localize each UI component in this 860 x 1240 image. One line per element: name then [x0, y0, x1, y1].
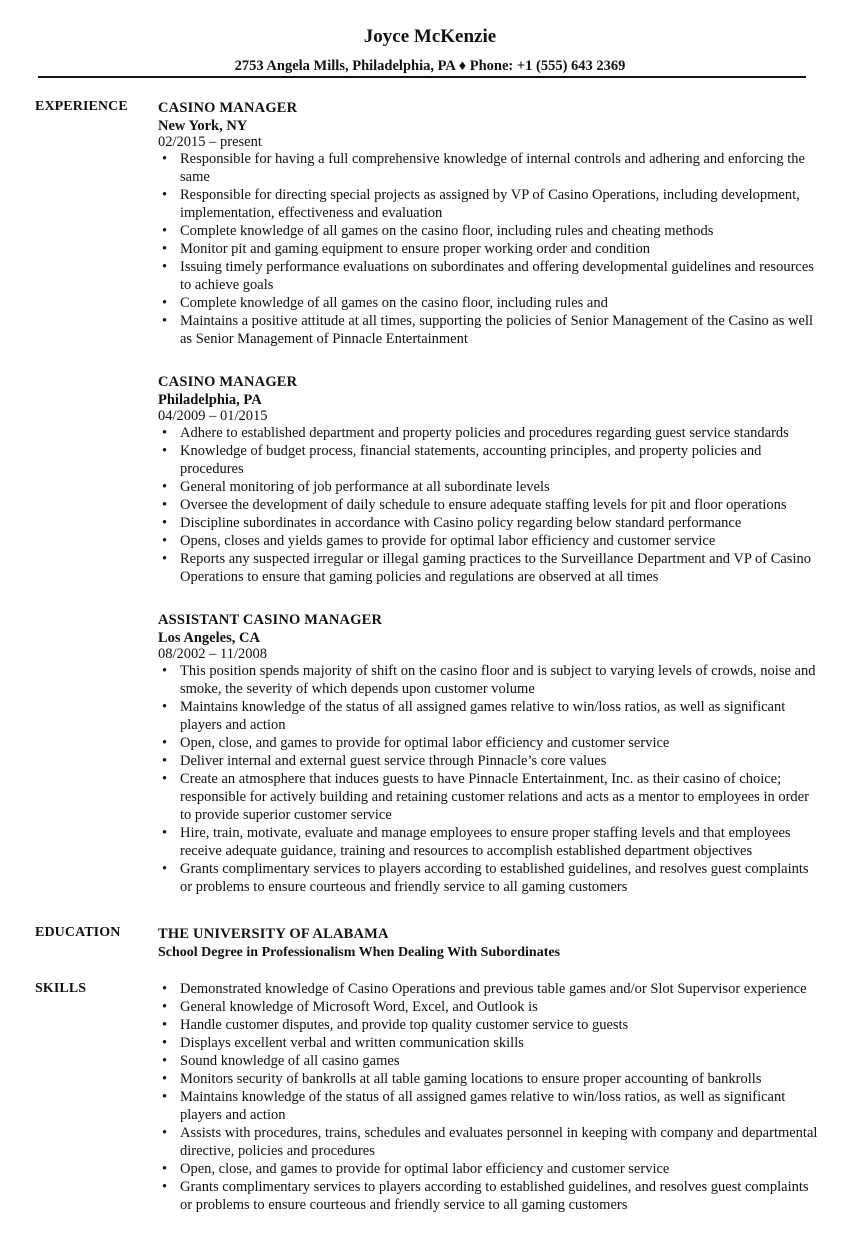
- list-item: • Grants complimentary services to players according to established guidelines, and resolves guest complaints or problems to ensure courteous and friendly service to all gaming customers: [158, 1178, 820, 1214]
- list-item: • Maintains knowledge of the status of all assigned games relative to win/loss ratios, as well as significant players and action: [158, 698, 820, 734]
- job-dates: 02/2015 – present: [158, 134, 262, 150]
- list-item: • Open, close, and games to provide for optimal labor efficiency and customer service: [158, 734, 820, 752]
- list-item: • Adhere to established department and property policies and procedures regarding guest service standards: [158, 424, 820, 442]
- job-duties-list: [158, 150, 818, 348]
- list-item: • Demonstrated knowledge of Casino Operations and previous table games and/or Slot Supervisor experience: [158, 980, 820, 998]
- list-item: • General monitoring of job performance at all subordinate levels: [158, 478, 820, 496]
- list-item: • Monitor pit and gaming equipment to ensure proper working order and condition: [158, 240, 820, 258]
- list-item: • Complete knowledge of all games on the casino floor, including rules and: [158, 294, 820, 312]
- list-item: • This position spends majority of shift on the casino floor and is subject to varying levels of crowds, noise and smoke, the severity of which depends upon customer volume: [158, 662, 820, 698]
- list-item: • Displays excellent verbal and written communication skills: [158, 1034, 820, 1052]
- job-location: Los Angeles, CA: [158, 630, 260, 646]
- list-item: • Discipline subordinates in accordance with Casino policy regarding below standard performance: [158, 514, 820, 532]
- job-entry: [158, 611, 818, 896]
- list-item: • Issuing timely performance evaluations on subordinates and offering developmental guidelines and resources to achieve goals: [158, 258, 820, 294]
- list-item: • General knowledge of Microsoft Word, Excel, and Outlook is: [158, 998, 820, 1016]
- list-item: • Responsible for directing special projects as assigned by VP of Casino Operations, including development, implementation, effectiveness and evaluation: [158, 186, 820, 222]
- list-item: • Knowledge of budget process, financial statements, accounting principles, and property policies and procedures: [158, 442, 820, 478]
- list-item: • Create an atmosphere that induces guests to have Pinnacle Entertainment, Inc. as their casino of choice; responsible for actively building and retaining customer relations and acts as a mentor to employees in order to provide superior customer service: [158, 770, 820, 824]
- list-item: • Handle customer disputes, and provide top quality customer service to guests: [158, 1016, 820, 1034]
- list-item: • Hire, train, motivate, evaluate and manage employees to ensure proper staffing levels and that employees receive adequate guidance, training and resources to accomplish established department objectives: [158, 824, 820, 860]
- list-item: • Maintains knowledge of the status of all assigned games relative to win/loss ratios, as well as significant players and action: [158, 1088, 820, 1124]
- list-item: • Open, close, and games to provide for optimal labor efficiency and customer service: [158, 1160, 820, 1178]
- education-entry: [158, 925, 818, 963]
- contact-line: 2753 Angela Mills, Philadelphia, PA ♦ Phone: +1 (555) 643 2369: [234, 58, 626, 74]
- skills-entry: [158, 980, 818, 1214]
- list-item: • Maintains a positive attitude at all times, supporting the policies of Senior Management of the Casino as well as Senior Management of Pinnacle Entertainment: [158, 312, 820, 348]
- section-label-skills: SKILLS: [35, 981, 87, 996]
- job-entry: [158, 373, 818, 586]
- job-entry: [158, 99, 818, 348]
- list-item: • Oversee the development of daily schedule to ensure adequate staffing levels for pit and floor operations: [158, 496, 820, 514]
- school-name: THE UNIVERSITY OF ALABAMA: [158, 926, 389, 942]
- header-divider: [38, 76, 806, 78]
- skills-list: [158, 980, 818, 1214]
- job-title: CASINO MANAGER: [158, 374, 298, 390]
- section-label-experience: EXPERIENCE: [35, 99, 128, 114]
- list-item: • Complete knowledge of all games on the casino floor, including rules and cheating methods: [158, 222, 820, 240]
- degree-name: School Degree in Professionalism When Dealing With Subordinates: [158, 945, 561, 960]
- job-location: New York, NY: [158, 118, 248, 134]
- candidate-name: Joyce McKenzie: [363, 26, 497, 47]
- job-title: CASINO MANAGER: [158, 100, 298, 116]
- list-item: • Reports any suspected irregular or illegal gaming practices to the Surveillance Department and VP of Casino Operations to ensure that gaming policies and regulations are observed at all times: [158, 550, 820, 586]
- list-item: • Sound knowledge of all casino games: [158, 1052, 820, 1070]
- list-item: • Opens, closes and yields games to provide for optimal labor efficiency and customer service: [158, 532, 820, 550]
- list-item: • Responsible for having a full comprehensive knowledge of internal controls and adhering and enforcing the same: [158, 150, 820, 186]
- job-location: Philadelphia, PA: [158, 392, 262, 408]
- job-duties-list: [158, 424, 818, 586]
- section-label-education: EDUCATION: [35, 925, 121, 940]
- list-item: • Grants complimentary services to players according to established guidelines, and resolves guest complaints or problems to ensure courteous and friendly service to all gaming customers: [158, 860, 820, 896]
- list-item: • Assists with procedures, trains, schedules and evaluates personnel in keeping with company and departmental directive, policies and procedures: [158, 1124, 820, 1160]
- list-item: • Deliver internal and external guest service through Pinnacle’s core values: [158, 752, 820, 770]
- job-dates: 04/2009 – 01/2015: [158, 408, 268, 424]
- job-dates: 08/2002 – 11/2008: [158, 646, 268, 662]
- job-title: ASSISTANT CASINO MANAGER: [158, 612, 383, 628]
- list-item: • Monitors security of bankrolls at all table gaming locations to ensure proper accounting of bankrolls: [158, 1070, 820, 1088]
- job-duties-list: [158, 662, 818, 896]
